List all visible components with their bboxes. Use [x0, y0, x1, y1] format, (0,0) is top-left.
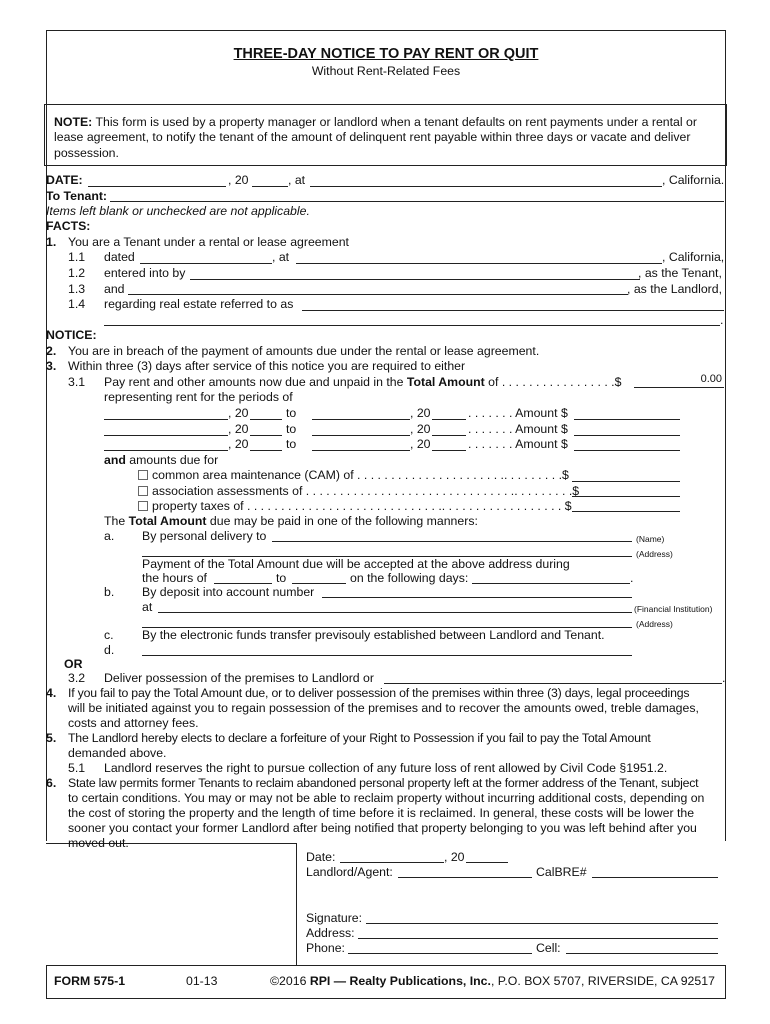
date-at-label: , at	[288, 173, 306, 187]
period-amount-field[interactable]	[574, 435, 680, 436]
fact-1-3-text: and	[104, 282, 125, 296]
agreement-date-field[interactable]	[140, 263, 272, 264]
signature-field[interactable]	[366, 923, 718, 924]
option-d-field[interactable]	[142, 655, 632, 656]
period-end-field[interactable]	[312, 419, 410, 420]
item-5-1-number: 5.1	[68, 761, 86, 775]
days-period: .	[630, 571, 634, 585]
date-label: DATE:	[46, 173, 83, 187]
note-line-2: lease agreement, to notify the tenant of the amount of delinquent rent payable within three days or vacate and deliver	[54, 130, 691, 144]
tenant-name-field[interactable]	[190, 279, 640, 280]
california-label: , California.	[662, 173, 725, 187]
cam-row	[138, 468, 569, 483]
period-amount-label: . . . . . . . Amount $	[468, 406, 568, 420]
and-amounts-label: and amounts due for	[104, 453, 219, 467]
date-field[interactable]	[88, 186, 226, 187]
form-title: THREE-DAY NOTICE TO PAY RENT OR QUIT	[233, 46, 539, 62]
deliver-possession-field[interactable]	[384, 683, 722, 684]
hours-from-field[interactable]	[214, 583, 272, 584]
item-2-number: 2.	[46, 344, 57, 358]
cam-checkbox[interactable]	[138, 470, 148, 480]
item-6-line-2: to certain conditions. You may or may not be able to reclaim property without incurring additional costs, depending on	[68, 791, 705, 805]
cam-amount-field[interactable]	[572, 481, 680, 482]
item-3-2-period: .	[722, 671, 726, 685]
item-5-line-2: demanded above.	[68, 746, 167, 760]
fact-1-2-text: entered into by	[104, 266, 186, 280]
fact-1-number: 1.	[46, 235, 57, 249]
landlord-name-field[interactable]	[128, 294, 628, 295]
option-d-letter: d.	[104, 643, 115, 657]
option-a-text: By personal delivery to	[142, 529, 267, 543]
tax-amount-field[interactable]	[572, 511, 680, 512]
date-year-label: , 20	[228, 173, 249, 187]
as-tenant-label: , as the Tenant,	[638, 266, 722, 280]
tax-checkbox[interactable]	[138, 501, 148, 511]
fact-1-1-california: , California,	[662, 250, 725, 264]
item-6-line-3: the cost of storing the property and the length of time before it is reclaimed. In general, these costs will be lower the	[68, 806, 695, 820]
address-label: Address:	[306, 926, 355, 940]
agreement-city-field[interactable]	[296, 263, 662, 264]
deposit-at-label: at	[142, 600, 153, 614]
hours-to-field[interactable]	[292, 583, 346, 584]
cell-field[interactable]	[566, 953, 718, 954]
delivery-name-field[interactable]	[272, 541, 632, 542]
cam-label: common area maintenance (CAM) of . . . . . . . . . . . . . . . . . . . . . .. . . . . . . . .$	[152, 468, 569, 482]
blank-note: Items left blank or unchecked are not applicable.	[46, 204, 310, 218]
fact-1-3-number: 1.3	[68, 282, 86, 296]
fact-1-1-at: , at	[272, 250, 290, 264]
signature-label: Signature:	[306, 911, 363, 925]
period-end-year-label: , 20	[410, 422, 431, 436]
note-text-1: This form is used by a property manager or landlord when a tenant defaults on rent payments under a rental or	[95, 115, 697, 129]
item-5-line-1: The Landlord hereby elects to declare a forfeiture of your Right to Possession if you fail to pay the Total Amount	[68, 731, 651, 745]
item-4-line-1: If you fail to pay the Total Amount due, or to deliver possession of the premises within three (3) days, legal proceedings	[68, 686, 690, 700]
payment-accepted-text: Payment of the Total Amount due will be accepted at the above address during	[142, 557, 570, 571]
tax-row	[138, 499, 572, 514]
period-end-year-field[interactable]	[432, 450, 466, 451]
calbre-label: CalBRE#	[536, 865, 587, 879]
period-end-year-field[interactable]	[432, 435, 466, 436]
assoc-checkbox[interactable]	[138, 486, 148, 496]
period-start-year-field[interactable]	[250, 450, 282, 451]
sig-year-label: , 20	[444, 850, 465, 864]
tax-label: property taxes of . . . . . . . . . . . . . . . . . . . . . . . . . . . . .. . . . . . . . . . . . . . . . . . $	[152, 499, 572, 513]
form-subtitle: Without Rent-Related Fees	[311, 64, 461, 78]
period-amount-label: . . . . . . . Amount $	[468, 437, 568, 451]
item-6-line-1: State law permits former Tenants to reclaim abandoned personal property left at the former address of the Tenant, subject	[68, 776, 699, 790]
representing-text: representing rent for the periods of	[104, 390, 293, 404]
cell-label: Cell:	[536, 941, 561, 955]
item-3-1-number: 3.1	[68, 375, 86, 389]
date-city-field[interactable]	[310, 186, 662, 187]
option-c-letter: c.	[104, 628, 114, 642]
period-to-label: to	[286, 406, 297, 420]
item-5-1-text: Landlord reserves the right to pursue collection of any future loss of rent allowed by Civil Code §1951.2.	[104, 761, 668, 775]
assoc-row	[138, 484, 579, 499]
financial-institution-hint: (Financial Institution)	[634, 604, 713, 614]
period-amount-field[interactable]	[574, 450, 680, 451]
fact-1-4-text: regarding real estate referred to as	[104, 297, 294, 311]
assoc-label: association assessments of . . . . . . . . . . . . . . . . . . . . . . . . . . . . . . .. . . . . . . . .$	[152, 484, 580, 498]
period-to-label: to	[286, 437, 297, 451]
signature-divider	[296, 843, 297, 965]
note-line-1	[54, 115, 697, 130]
fact-1-1-text: dated	[104, 250, 135, 264]
calbre-field[interactable]	[592, 877, 718, 878]
item-6-line-4: sooner you contact your former Landlord after being notified that property belonging to you was left behind after you	[68, 821, 697, 835]
option-b-text: By deposit into account number	[142, 585, 315, 599]
option-c-text: By the electronic funds transfer previsouly established between Landlord and Tenant.	[142, 628, 605, 642]
as-landlord-label: , as the Landlord,	[627, 282, 723, 296]
hours-label: the hours of	[142, 571, 207, 585]
period-amount-field[interactable]	[574, 419, 680, 420]
or-label: OR	[64, 657, 83, 671]
period-start-field[interactable]	[104, 435, 228, 436]
fact-1-4-period: .	[720, 313, 724, 327]
item-3-number: 3.	[46, 359, 57, 373]
period-to-label: to	[286, 422, 297, 436]
form-version: 01-13	[186, 974, 218, 988]
period-end-year-label: , 20	[410, 406, 431, 420]
assoc-amount-field[interactable]	[572, 496, 680, 497]
item-4-number: 4.	[46, 686, 57, 700]
form-number: FORM 575-1	[54, 974, 126, 988]
period-start-year-field[interactable]	[250, 419, 282, 420]
real-estate-field-1[interactable]	[302, 310, 724, 311]
real-estate-field-2[interactable]	[104, 325, 720, 326]
days-field[interactable]	[472, 583, 630, 584]
sig-year-field[interactable]	[466, 862, 508, 863]
financial-institution-field[interactable]	[158, 612, 632, 613]
manner-text: The Total Amount due may be paid in one of the following manners:	[104, 514, 478, 528]
address-field[interactable]	[358, 938, 718, 939]
address-hint: (Address)	[636, 549, 673, 559]
fact-1-2-number: 1.2	[68, 266, 86, 280]
date-year-field[interactable]	[252, 186, 288, 187]
period-start-year-label: , 20	[228, 406, 249, 420]
total-amount-field[interactable]	[634, 387, 724, 388]
period-end-year-label: , 20	[410, 437, 431, 451]
fact-1-4-number: 1.4	[68, 297, 86, 311]
fact-1-text: You are a Tenant under a rental or lease agreement	[68, 235, 349, 249]
period-end-year-field[interactable]	[432, 419, 466, 420]
copyright: ©2016 RPI — Realty Publications, Inc., P.O. BOX 5707, RIVERSIDE, CA 92517	[270, 974, 715, 988]
fact-1-1-number: 1.1	[68, 250, 86, 264]
notice-heading: NOTICE:	[46, 328, 97, 342]
item-3-2-number: 3.2	[68, 671, 86, 685]
facts-heading: FACTS:	[46, 219, 91, 233]
period-start-year-label: , 20	[228, 422, 249, 436]
phone-label: Phone:	[306, 941, 345, 955]
period-end-field[interactable]	[312, 450, 410, 451]
note-label: NOTE:	[54, 115, 93, 129]
hours-to-label: to	[276, 571, 287, 585]
sig-date-field[interactable]	[340, 862, 444, 863]
total-amount-value: 0.00	[700, 373, 722, 385]
landlord-agent-field[interactable]	[398, 877, 532, 878]
item-3-1-text: Pay rent and other amounts now due and unpaid in the Total Amount of . . . . . . . . . . . . . . . . .$	[104, 375, 622, 389]
days-label: on the following days:	[350, 571, 469, 585]
name-hint: (Name)	[636, 534, 665, 544]
option-a-letter: a.	[104, 529, 115, 543]
account-number-field[interactable]	[322, 597, 632, 598]
item-2-text: You are in breach of the payment of amounts due under the rental or lease agreement.	[68, 344, 540, 358]
item-4-line-3: costs and attorney fees.	[68, 716, 199, 730]
item-3-text: Within three (3) days after service of this notice you are required to either	[68, 359, 466, 373]
item-5-number: 5.	[46, 731, 57, 745]
period-start-field[interactable]	[104, 450, 228, 451]
period-start-field[interactable]	[104, 419, 228, 420]
institution-address-hint: (Address)	[636, 619, 673, 629]
item-6-line-5: moved out.	[68, 836, 129, 850]
sig-date-label: Date:	[306, 850, 336, 864]
phone-field[interactable]	[348, 953, 532, 954]
note-line-3: possession.	[54, 146, 119, 160]
item-6-number: 6.	[46, 776, 57, 790]
period-end-field[interactable]	[312, 435, 410, 436]
period-amount-label: . . . . . . . Amount $	[468, 422, 568, 436]
period-start-year-label: , 20	[228, 437, 249, 451]
item-3-2-text: Deliver possession of the premises to Landlord or	[104, 671, 374, 685]
landlord-agent-label: Landlord/Agent:	[306, 865, 393, 879]
to-tenant-field[interactable]	[110, 201, 724, 202]
option-b-letter: b.	[104, 585, 115, 599]
period-start-year-field[interactable]	[250, 435, 282, 436]
item-4-line-2: will be initiated against you to regain possession of the premises and to recover the amounts owed, treble damages,	[68, 701, 699, 715]
to-tenant-label: To Tenant:	[46, 189, 108, 203]
